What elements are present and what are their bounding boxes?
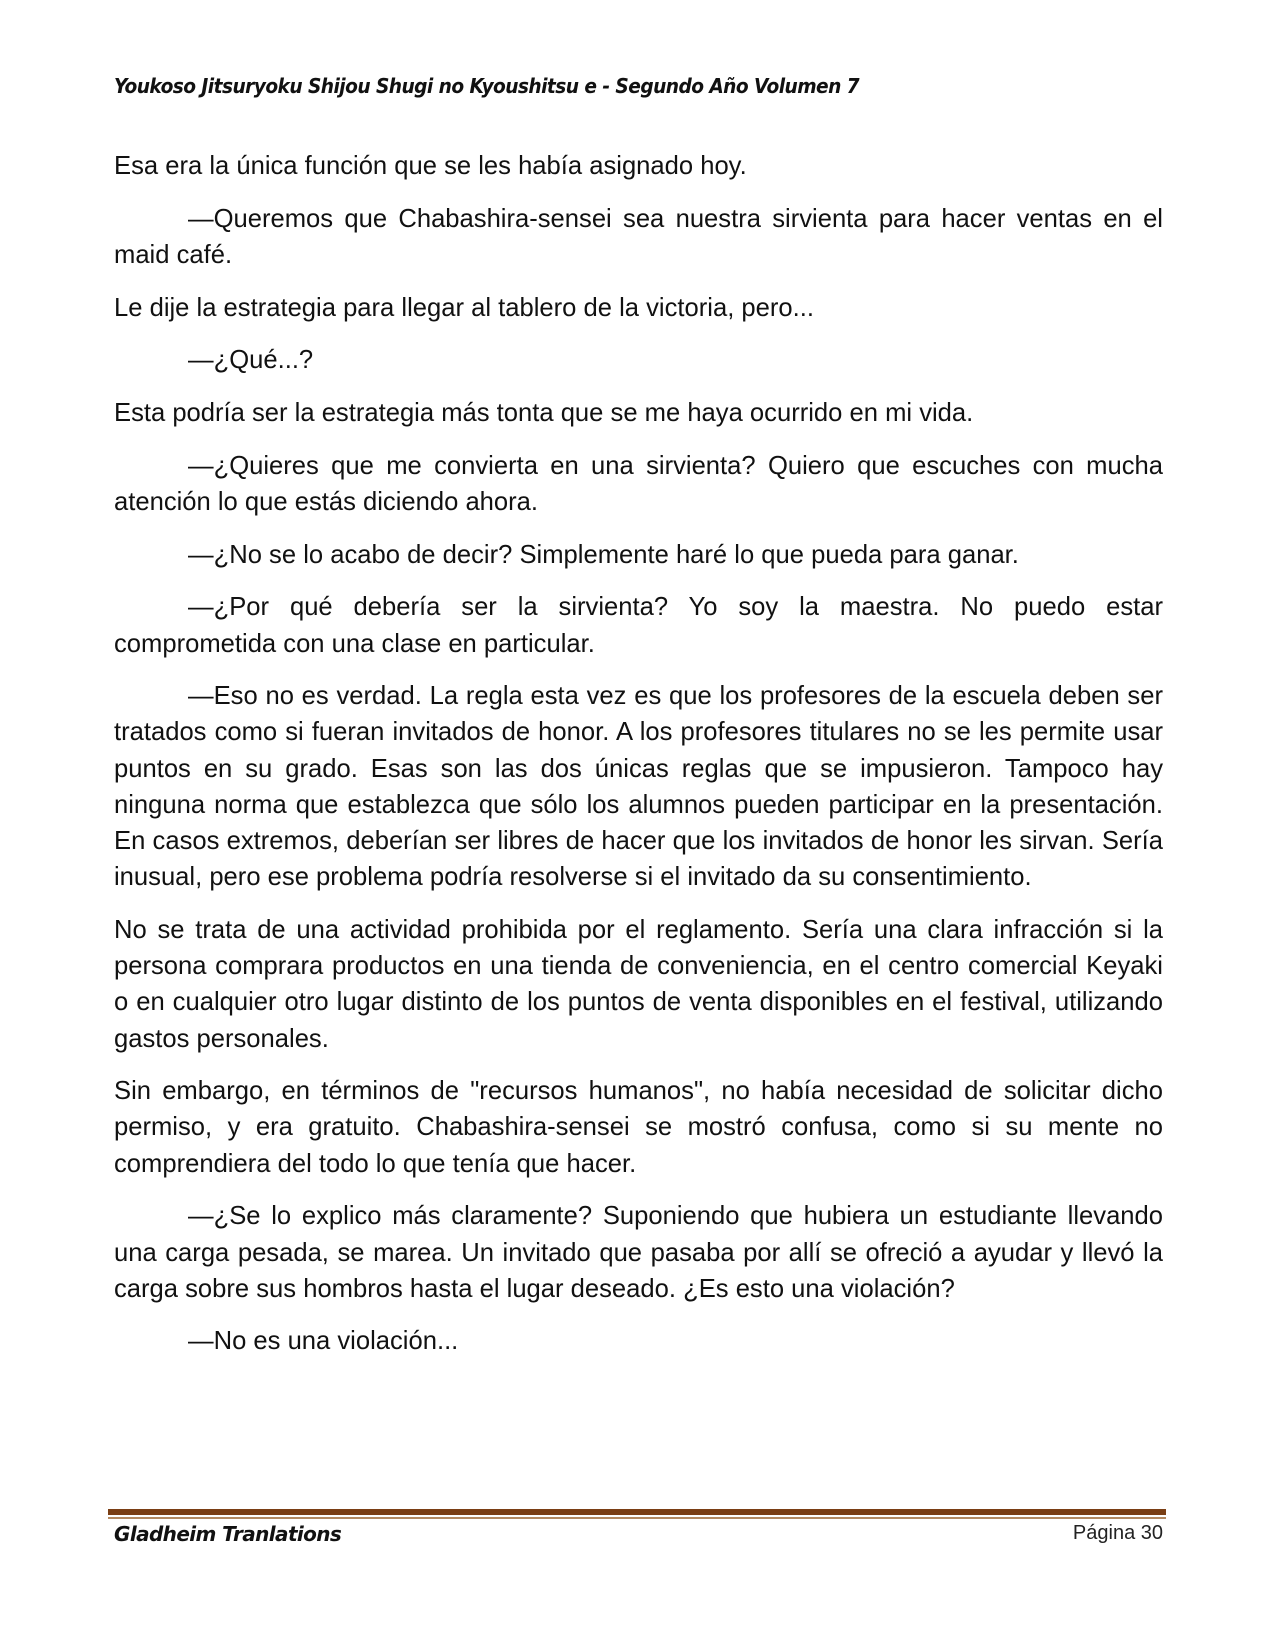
paragraph: —No es una violación...: [188, 1327, 459, 1356]
paragraph: Sin embargo, en términos de "recursos humanos", no había necesidad de solicitar dicho permiso, y era gratuito. Chabashira-sensei se mostró confusa, como si su mente no comprendiera del todo lo que tenía que hacer.: [114, 1077, 1163, 1178]
paragraph: —Queremos que Chabashira-sensei sea nuestra sirvienta para hacer ventas en el maid café.: [114, 204, 1163, 269]
page-number: Página 30: [1072, 1522, 1163, 1544]
paragraph: —¿Qué...?: [188, 346, 314, 375]
footer-rule-thick: [108, 1509, 1166, 1515]
footer-rule-thin: [108, 1517, 1166, 1519]
paragraph: Esa era la única función que se les había asignado hoy.: [114, 152, 747, 180]
paragraph: —¿Se lo explico más claramente? Suponiendo que hubiera un estudiante llevando una carga pesada, se marea. Un invitado que pasaba por allí se ofreció a ayudar y llevó la carga sobre sus hombros hasta el lugar deseado. ¿Es esto una violación?: [114, 1202, 1163, 1303]
paragraph: Le dije la estrategia para llegar al tablero de la victoria, pero...: [114, 293, 814, 322]
footer-credit: Gladheim Tranlations: [114, 1522, 342, 1546]
paragraph: No se trata de una actividad prohibida por el reglamento. Sería una clara infracción si la persona comprara productos en una tienda de conveniencia, en el centro comercial Keyaki o en cualquier otro lugar distinto de los puntos de venta disponibles en el festival, utilizando gastos personales.: [114, 915, 1163, 1053]
running-header: Youkoso Jitsuryoku Shijou Shugi no Kyoushitsu e - Segundo Año Volumen 7: [114, 74, 860, 98]
body-text: [114, 148, 1163, 1376]
paragraph: —¿No se lo acabo de decir? Simplemente haré lo que pueda para ganar.: [188, 540, 1019, 569]
paragraph: Esta podría ser la estrategia más tonta que se me haya ocurrido en mi vida.: [114, 399, 974, 428]
paragraph: —¿Por qué debería ser la sirvienta? Yo soy la maestra. No puedo estar comprometida con una clase en particular.: [114, 593, 1163, 658]
paragraph: —Eso no es verdad. La regla esta vez es que los profesores de la escuela deben ser tratados como si fueran invitados de honor. A los profesores titulares no se les permite usar puntos en su grado. Esas son las dos únicas reglas que se impusieron. Tampoco hay ninguna norma que establezca que sólo los alumnos pueden participar en la presentación. En casos extremos, deberían ser libres de hacer que los invitados de honor les sirvan. Sería inusual, pero ese problema podría resolverse si el invitado da su consentimiento.: [114, 682, 1163, 892]
paragraph: —¿Quieres que me convierta en una sirvienta? Quiero que escuches con mucha atención lo que estás diciendo ahora.: [114, 451, 1163, 516]
